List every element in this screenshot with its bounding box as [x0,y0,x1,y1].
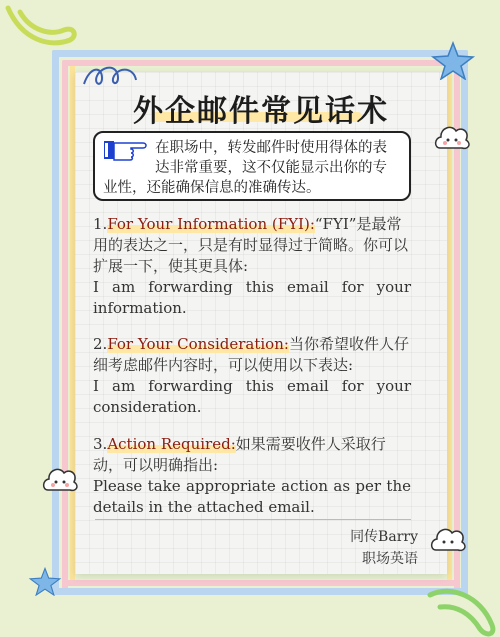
section-description: 如果需要收件人采取行动，可以明确指出: [93,435,386,474]
intro-box [93,131,411,201]
stripe-blue-left [52,50,59,595]
section-heading: For Your Information (FYI): [107,215,315,233]
section-action-required [93,434,411,518]
section-heading: Action Required: [107,435,236,453]
section-description: 当你希望收件人仔细考虑邮件内容时，可以使用以下表达: [93,335,409,374]
intro-text: 在职场中，转发邮件时使用得体的表达非常重要，这不仅能显示出你的专业性，还能确保信息的准确传达。 [103,140,387,196]
signature-column: 职场英语 [362,551,418,567]
cloud-face-icon [428,520,468,556]
star-icon [430,40,476,80]
stripe-blue-top [52,50,468,57]
section-number: 3. [93,435,108,453]
signature-author: 同传Barry [350,529,418,545]
paperclip-icon [420,575,500,637]
section-example: I am forwarding this email for your consideration. [93,377,411,416]
stripe-pink-left [62,60,68,590]
section-cn-text [93,334,411,376]
stripe-pink-bottom [62,580,460,586]
section-heading: For Your Consideration: [107,335,289,353]
section-number: 1. [93,215,108,233]
section-cn-text [93,214,411,277]
section-fyi [93,214,411,319]
paperclip-icon [0,0,80,60]
cloud-face-icon [40,460,80,496]
section-description: “FYI”是最常用的表达之一，只是有时显得过于简略。你可以扩展一下，使其更具体: [93,215,409,275]
divider [95,519,411,520]
page-title: 外企邮件常见话术 [133,94,389,129]
pointing-hand-icon [103,138,149,162]
section-cn-text [93,434,411,476]
star-icon [28,566,62,596]
section-consideration [93,334,411,418]
stripe-blue-bottom [52,588,468,595]
section-number: 2. [93,335,108,353]
section-example: Please take appropriate action as per the details in the attached email. [93,477,411,516]
section-example: I am forwarding this email for your information. [93,278,411,317]
